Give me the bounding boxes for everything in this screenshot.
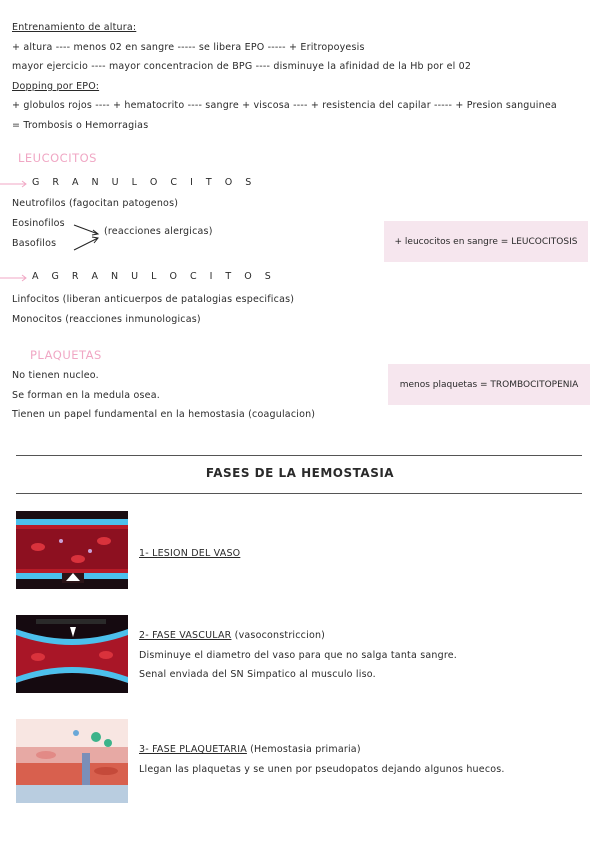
basofilos-text: Basofilos xyxy=(12,238,57,249)
altura-title: Entrenamiento de altura: xyxy=(12,22,137,33)
trombocitopenia-note xyxy=(388,364,590,405)
fase-3-suffix: (Hemostasia primaria) xyxy=(246,744,361,755)
agranulocitos-label: A G R A N U L O C I T O S xyxy=(32,271,276,282)
linfocitos-text: Linfocitos (liberan anticuerpos de patalogias especificas) xyxy=(12,294,295,305)
fase-2-title: 2- FASE VASCULAR xyxy=(139,630,232,641)
fases-title: FASES DE LA HEMOSTASIA xyxy=(205,466,395,480)
granulocitos-label: G R A N U L O C I T O S xyxy=(32,177,257,188)
leucocitos-heading: LEUCOCITOS xyxy=(18,151,97,165)
fase-2-heading xyxy=(139,630,325,641)
fase-3-heading xyxy=(139,744,361,755)
fase-2-line-2: Senal enviada del SN Simpatico al musculo liso. xyxy=(139,669,376,680)
doping-line-2: = Trombosis o Hemorragias xyxy=(12,120,149,131)
vessel-vasoconstriction-image xyxy=(16,615,128,693)
plaquetas-line-2: Se forman en la medula osea. xyxy=(12,390,160,401)
fase-2-line-1: Disminuye el diametro del vaso para que no salga tanta sangre. xyxy=(139,650,458,661)
neutrofilos-text: Neutrofilos (fagocitan patogenos) xyxy=(12,198,179,209)
fase-3-title: 3- FASE PLAQUETARIA xyxy=(139,744,247,755)
trombocitopenia-text: menos plaquetas = TROMBOCITOPENIA xyxy=(399,379,579,390)
altura-line-2: mayor ejercicio ---- mayor concentracion de BPG ---- disminuye la afinidad de la Hb por el 02 xyxy=(12,61,472,72)
plaquetas-heading: PLAQUETAS xyxy=(30,348,102,362)
bracket-arrows-icon xyxy=(72,222,102,252)
leucocitosis-text: + leucocitos en sangre = LEUCOCITOSIS xyxy=(394,236,578,247)
divider-top xyxy=(16,455,582,456)
fase-3-line-1: Llegan las plaquetas y se unen por pseudopatos dejando algunos huecos. xyxy=(139,764,505,775)
platelet-aggregation-image xyxy=(16,719,128,803)
monocitos-text: Monocitos (reacciones inmunologicas) xyxy=(12,314,201,325)
vessel-lesion-image xyxy=(16,511,128,589)
fase-2-suffix: (vasoconstriccion) xyxy=(231,630,326,641)
leucocitosis-note xyxy=(384,221,588,262)
alergicas-text: (reacciones alergicas) xyxy=(104,226,213,237)
eosinofilos-text: Eosinofilos xyxy=(12,218,65,229)
arrow-icon xyxy=(0,180,30,188)
divider-bottom xyxy=(16,493,582,494)
fase-1-title: 1- LESION DEL VASO xyxy=(139,548,241,559)
doping-line-1: + globulos rojos ---- + hematocrito ---- sangre + viscosa ---- + resistencia del capilar ----- + Presion sanguinea xyxy=(12,100,557,111)
doping-title: Dopping por EPO: xyxy=(12,81,100,92)
arrow-icon xyxy=(0,274,30,282)
plaquetas-line-1: No tienen nucleo. xyxy=(12,370,99,381)
plaquetas-line-3: Tienen un papel fundamental en la hemostasia (coagulacion) xyxy=(12,409,316,420)
altura-line-1: + altura ---- menos 02 en sangre ----- se libera EPO ----- + Eritropoyesis xyxy=(12,42,365,53)
